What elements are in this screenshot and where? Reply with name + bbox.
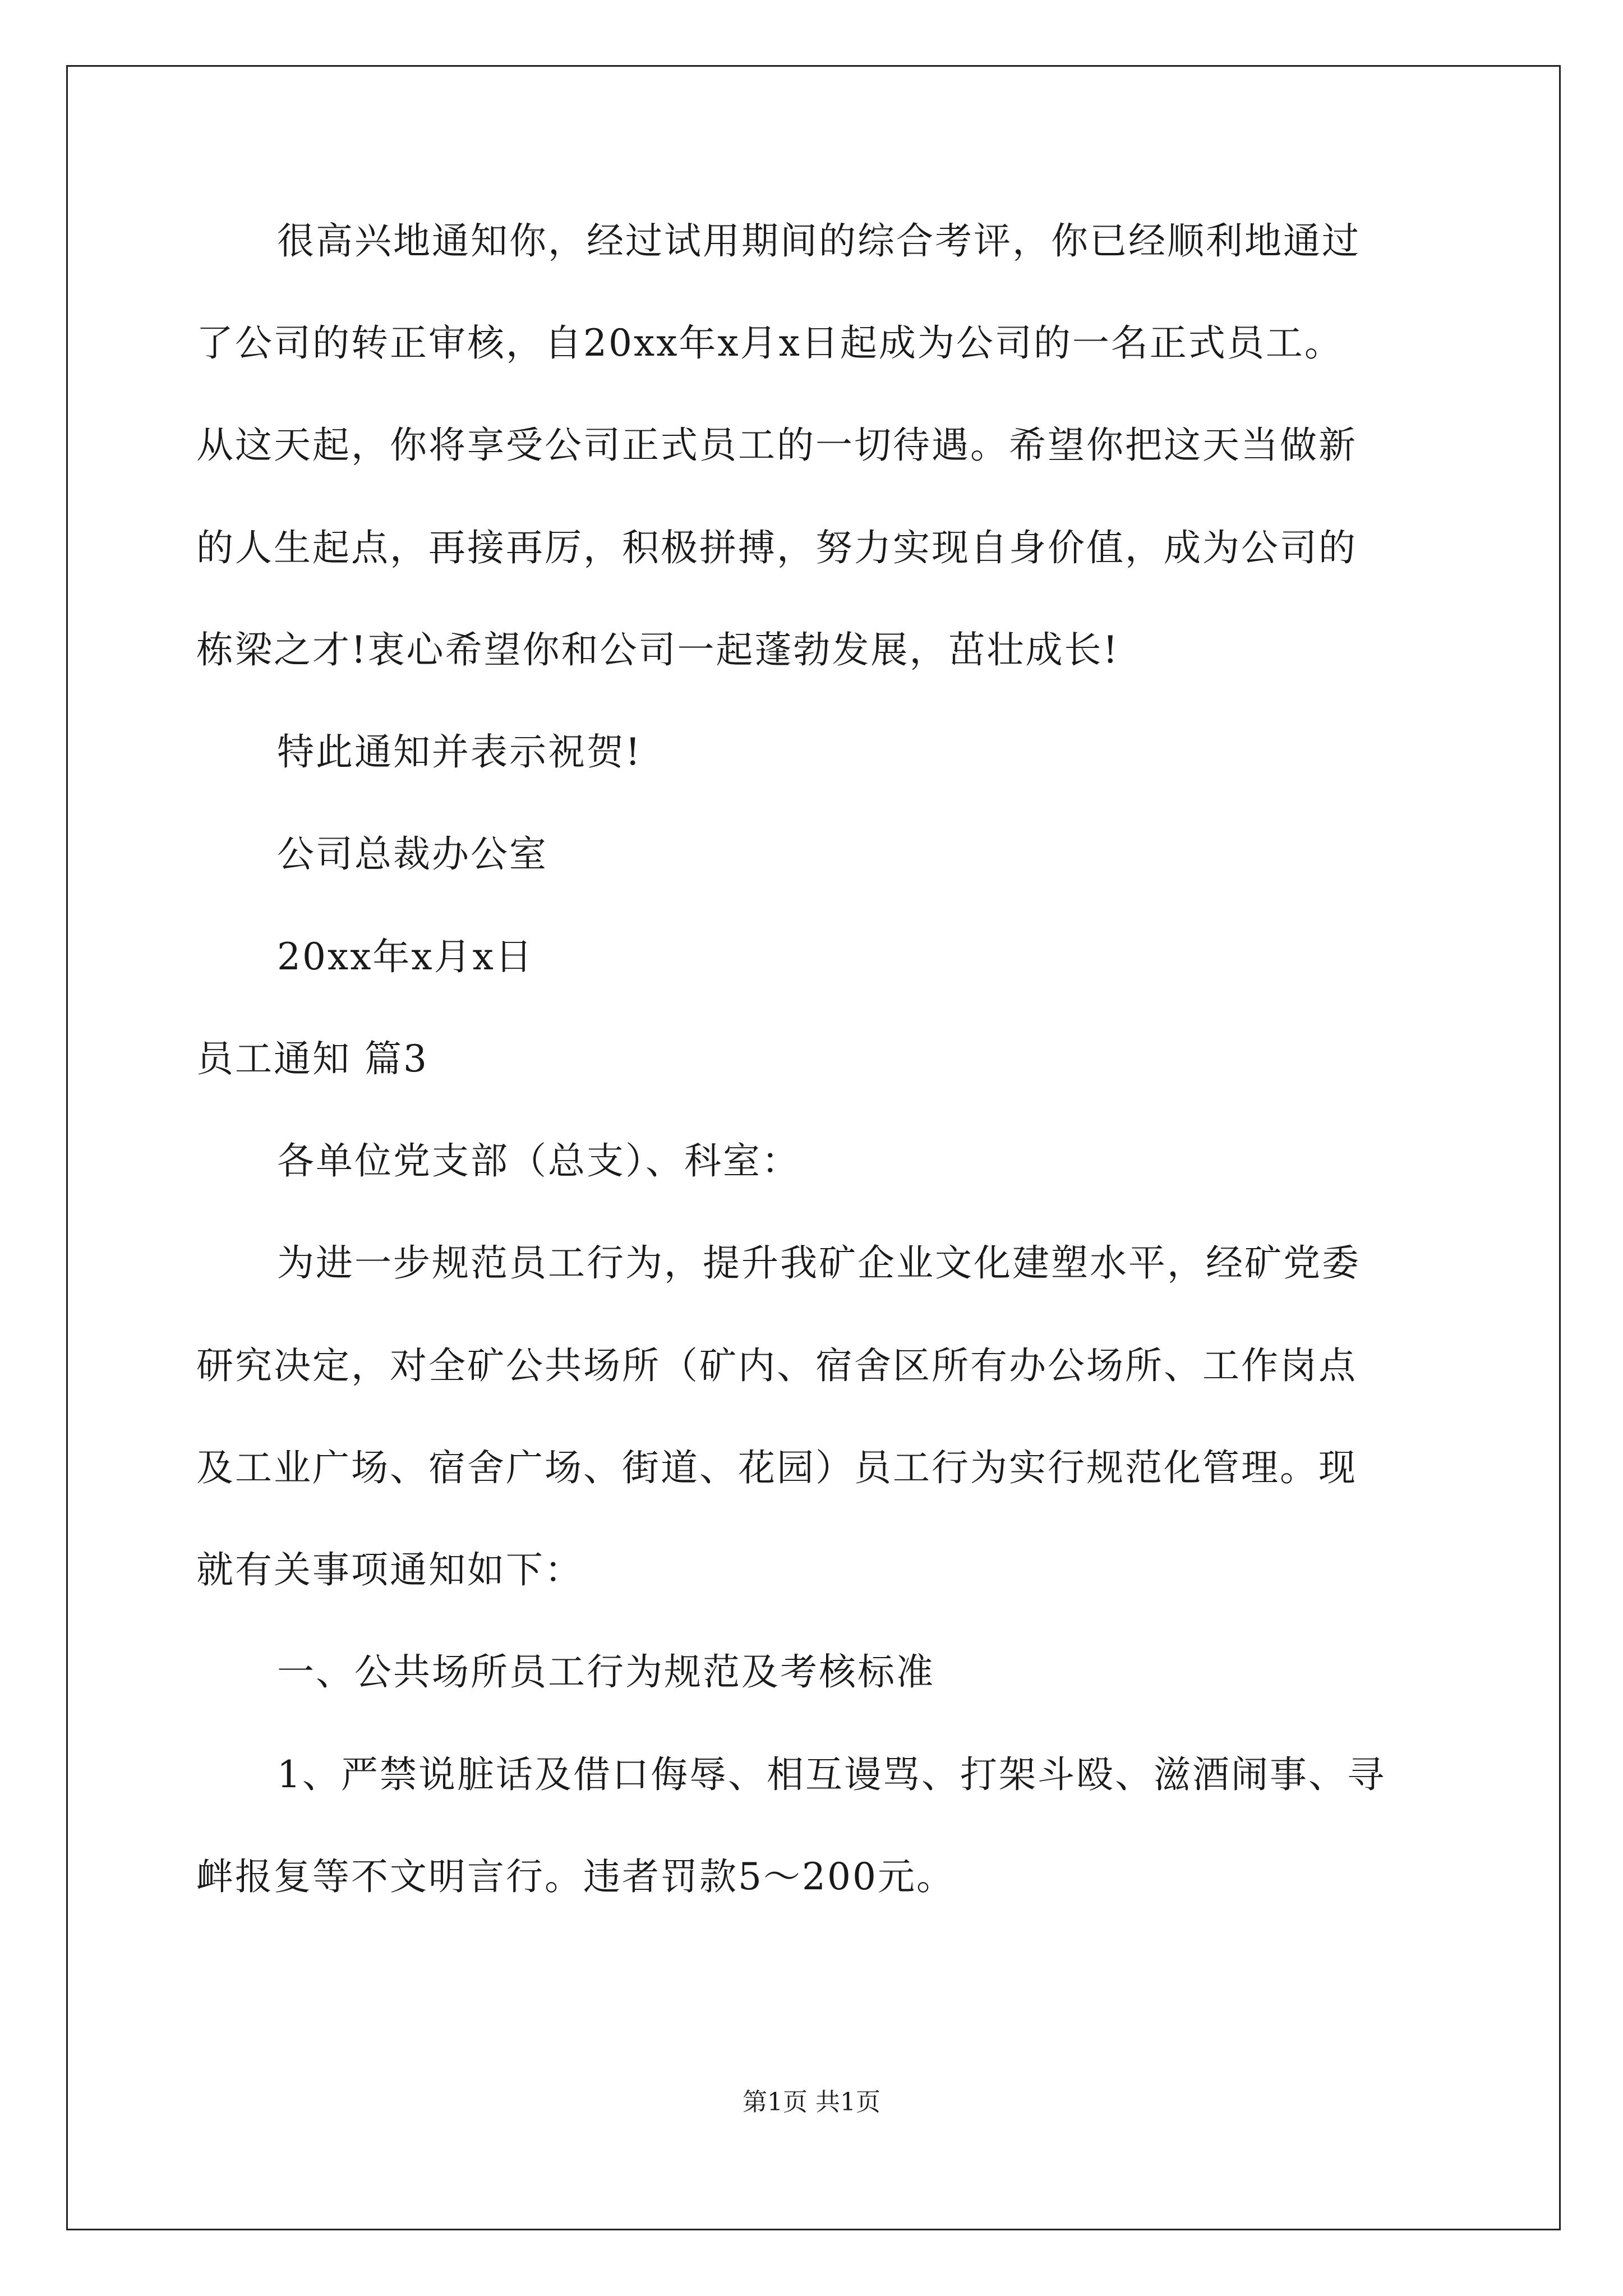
body-line-9: 就有关事项通知如下： [196, 1548, 583, 1591]
body-line-2: 了公司的转正审核，自20xx年x月x日起成为公司的一名正式员工。 [196, 321, 1343, 365]
page-footer: 第1页 共1页 [743, 2088, 880, 2116]
signature-date: 20xx年x月x日 [277, 935, 534, 978]
body-line-5: 栋梁之才!衷心希望你和公司一起蓬勃发展，茁壮成长! [196, 628, 1120, 671]
addressee-line: 各单位党支部（总支）、科室： [277, 1139, 800, 1182]
closing-line: 特此通知并表示祝贺! [277, 730, 642, 774]
body-line-3: 从这天起，你将享受公司正式员工的一切待遇。希望你把这天当做新 [196, 424, 1357, 467]
body-line-4: 的人生起点，再接再厉，积极拼搏，努力实现自身价值，成为公司的 [196, 526, 1357, 569]
signature-office: 公司总裁办公室 [277, 832, 548, 876]
subsection-heading: 一、公共场所员工行为规范及考核标准 [277, 1650, 935, 1694]
section-heading: 员工通知 篇3 [196, 1037, 428, 1080]
body-line-6: 为进一步规范员工行为，提升我矿企业文化建塑水平，经矿党委 [277, 1241, 1361, 1285]
body-line-8: 及工业广场、宿舍广场、街道、花园）员工行为实行规范化管理。现 [196, 1446, 1357, 1489]
body-line-7: 研究决定，对全矿公共场所（矿内、宿舍区所有办公场所、工作岗点 [196, 1344, 1357, 1387]
rule-1-line-1: 1、严禁说脏话及借口侮辱、相互谩骂、打架斗殴、滋酒闹事、寻 [277, 1753, 1386, 1796]
rule-1-line-2: 衅报复等不文明言行。违者罚款5～200元。 [196, 1855, 955, 1898]
body-line-1: 很高兴地通知你，经过试用期间的综合考评，你已经顺利地通过 [277, 219, 1361, 263]
